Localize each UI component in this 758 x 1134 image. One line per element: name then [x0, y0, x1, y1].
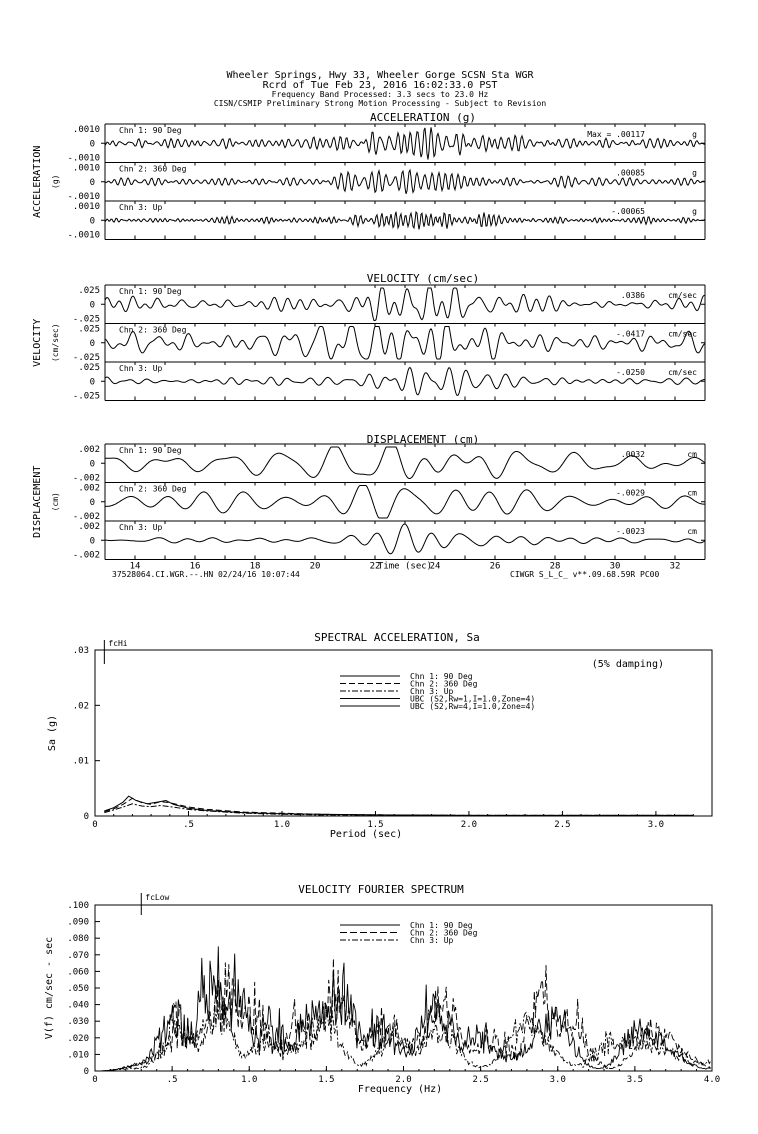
- waveform-trace: [105, 447, 705, 479]
- xtick-label: 28: [549, 561, 561, 572]
- ytick-label: .030: [67, 1017, 89, 1028]
- xtick-label: 32: [669, 561, 681, 572]
- damping-annotation: (5% damping): [591, 659, 664, 670]
- panel-yunit: (cm): [51, 492, 60, 512]
- processing-id-footer: CIWGR S_L_C_ v**.09.68.59R PC00: [510, 570, 660, 579]
- ytick-label: .0010: [72, 163, 100, 174]
- plot-frame: [95, 650, 712, 816]
- waveform-trace: [105, 327, 705, 360]
- channel-label: Chn 1: 90 Deg: [119, 446, 182, 455]
- header-line-1: Wheeler Springs, Hwy 33, Wheeler Gorge SCSN Sta WGR: [226, 70, 534, 81]
- ytick-label: .100: [67, 901, 89, 911]
- xtick-label: 0: [92, 1075, 98, 1085]
- ytick-label: .040: [67, 1000, 89, 1011]
- ytick-label: .0010: [72, 125, 100, 136]
- ytick-label: .025: [78, 324, 100, 335]
- x-axis-label: Frequency (Hz): [357, 1084, 443, 1095]
- waveform-trace: [105, 368, 705, 396]
- ytick-label: -.025: [72, 314, 100, 325]
- ytick-label: 0: [89, 300, 95, 311]
- legend-label: Chn 2: 360 Deg: [410, 679, 478, 689]
- channel-unit: cm/sec: [668, 329, 697, 339]
- waveform-trace: [105, 170, 705, 194]
- xtick-label: 24: [429, 561, 441, 572]
- ytick-label: 0: [89, 536, 95, 547]
- xtick-label: 1.5: [367, 820, 384, 830]
- fourier-series-line: [100, 946, 711, 1071]
- channel-unit: cm: [687, 488, 697, 498]
- y-axis-label: V(f) cm/sec - sec: [44, 936, 55, 1040]
- waveform-trace: [105, 524, 705, 554]
- legend-label: Chn 1: 90 Deg: [410, 672, 473, 681]
- legend-label: Chn 1: 90 Deg: [410, 921, 473, 930]
- ytick-label: -.0010: [67, 230, 100, 241]
- ytick-label: 0: [89, 338, 95, 349]
- ytick-label: 0: [83, 812, 89, 822]
- sa-series-line: [104, 798, 693, 815]
- channel-max-label: -.0023: [616, 527, 645, 536]
- legend-label: Chn 3: Up: [410, 936, 454, 945]
- ytick-label: .025: [78, 286, 100, 297]
- ytick-label: -.0010: [67, 153, 100, 164]
- ytick-label: .050: [67, 984, 89, 994]
- channel-unit: cm: [687, 527, 697, 536]
- xtick-label: 2.5: [554, 820, 571, 830]
- spectral-acceleration-chart: [47, 631, 712, 840]
- velocity-fourier-spectrum-chart: [44, 883, 720, 1095]
- ytick-label: -.002: [72, 511, 100, 522]
- channel-label: Chn 2: 360 Deg: [119, 325, 187, 335]
- ytick-label: -.002: [72, 473, 100, 484]
- channel-max-label: .0386: [620, 291, 645, 300]
- ytick-label: 0: [89, 139, 95, 150]
- displacement-panel: [32, 433, 705, 572]
- panel-ylabel: DISPLACEMENT: [32, 465, 43, 538]
- panel-title: DISPLACEMENT (cm): [366, 433, 480, 446]
- channel-label: Chn 2: 360 Deg: [119, 484, 187, 494]
- ytick-label: -.025: [72, 352, 100, 363]
- xtick-label: .5: [183, 820, 194, 830]
- chart-title: VELOCITY FOURIER SPECTRUM: [298, 883, 464, 896]
- xtick-label: 26: [489, 561, 501, 572]
- x-axis-label: Period (sec): [329, 829, 403, 840]
- xtick-label: 2.0: [395, 1075, 412, 1085]
- figure-header: [214, 70, 547, 108]
- channel-unit: cm: [687, 450, 697, 459]
- channel-max-label: Max = .00117: [587, 130, 645, 139]
- sa-series-line: [104, 804, 693, 816]
- xtick-label: 30: [609, 561, 621, 572]
- channel-max-label: -.0417: [616, 329, 645, 339]
- sa-series-line: [104, 796, 693, 815]
- channel-max-label: -.0029: [616, 488, 645, 498]
- ytick-label: 0: [89, 377, 95, 388]
- channel-label: Chn 3: Up: [119, 364, 163, 373]
- xtick-label: 20: [309, 561, 321, 572]
- legend-label: Chn 2: 360 Deg: [410, 928, 478, 938]
- ytick-label: .03: [72, 646, 89, 656]
- ytick-label: 0: [83, 1067, 89, 1077]
- ytick-label: .025: [78, 363, 100, 374]
- ytick-label: .070: [67, 950, 89, 961]
- panel-ylabel: VELOCITY: [32, 318, 43, 367]
- ytick-label: .002: [78, 445, 100, 456]
- header-line-3: Frequency Band Processed: 3.3 secs to 23.0 Hz: [271, 90, 489, 99]
- panel-yunit: (g): [51, 174, 60, 189]
- ytick-label: .020: [67, 1033, 89, 1044]
- panel-title: ACCELERATION (g): [370, 111, 476, 124]
- xtick-label: 14: [129, 561, 141, 572]
- ytick-label: -.002: [72, 550, 100, 561]
- xtick-label: 3.0: [549, 1075, 566, 1085]
- ytick-label: .010: [67, 1050, 89, 1061]
- header-line-4: CISN/CSMIP Preliminary Strong Motion Processing - Subject to Revision: [213, 99, 547, 108]
- fclow-label: fcLow: [145, 893, 170, 902]
- xtick-label: 22: [369, 561, 381, 572]
- xtick-label: 1.0: [241, 1075, 258, 1085]
- ytick-label: 0: [89, 216, 95, 227]
- ytick-label: 0: [89, 459, 95, 470]
- ytick-label: .002: [78, 522, 100, 533]
- legend-label: Chn 3: Up: [410, 687, 454, 696]
- ytick-label: -.025: [72, 391, 100, 402]
- panel-yunit: (cm/sec): [51, 323, 60, 363]
- channel-label: Chn 2: 360 Deg: [119, 164, 187, 174]
- channel-unit: g: [692, 130, 697, 139]
- ytick-label: 0: [89, 177, 95, 188]
- waveform-trace: [105, 288, 705, 321]
- xtick-label: 2.5: [472, 1075, 489, 1085]
- channel-label: Chn 3: Up: [119, 203, 163, 212]
- xtick-label: .5: [166, 1075, 178, 1085]
- ytick-label: .0010: [72, 202, 100, 213]
- legend-label: UBC (S2,Rw=1,I=1.0,Zone=4): [410, 694, 536, 704]
- channel-max-label: .0032: [620, 450, 645, 459]
- channel-unit: g: [692, 168, 697, 178]
- ytick-label: 0: [89, 497, 95, 508]
- channel-label: Chn 1: 90 Deg: [119, 287, 182, 296]
- channel-label: Chn 3: Up: [119, 523, 163, 532]
- y-axis-label: Sa (g): [47, 714, 58, 752]
- xtick-label: 0: [92, 820, 98, 830]
- xtick-label: 4.0: [703, 1075, 721, 1085]
- ytick-label: .090: [67, 917, 89, 928]
- x-axis-label: Time (sec): [377, 561, 433, 572]
- chart-title: SPECTRAL ACCELERATION, Sa: [314, 631, 480, 644]
- ytick-label: .060: [67, 967, 89, 978]
- xtick-label: 3.5: [626, 1075, 644, 1085]
- fchi-label: fcHi: [108, 639, 128, 648]
- channel-max-label: -.00065: [611, 207, 645, 216]
- legend-label: UBC (S2,Rw=4,I=1.0,Zone=4): [410, 702, 536, 711]
- channel-label: Chn 1: 90 Deg: [119, 126, 182, 135]
- channel-unit: g: [692, 207, 697, 216]
- xtick-label: 16: [189, 561, 201, 572]
- ytick-label: -.0010: [67, 191, 100, 202]
- ytick-label: .01: [72, 756, 89, 767]
- channel-unit: cm/sec: [668, 368, 697, 377]
- acceleration-panel: [32, 111, 705, 240]
- ytick-label: .02: [72, 701, 89, 712]
- header-line-2: Rcrd of Tue Feb 23, 2016 16:02:33.0 PST: [262, 80, 498, 91]
- record-id-footer: 37528064.CI.WGR.--.HN 02/24/16 10:07:44: [112, 570, 300, 579]
- velocity-panel: [32, 272, 705, 401]
- panel-ylabel: ACCELERATION: [32, 145, 43, 218]
- xtick-label: 3.0: [647, 820, 665, 830]
- panel-title: VELOCITY (cm/sec): [366, 272, 480, 285]
- channel-unit: cm/sec: [668, 291, 697, 300]
- channel-max-label: .00085: [616, 168, 645, 178]
- ytick-label: .002: [78, 483, 100, 494]
- ytick-label: .080: [67, 934, 89, 945]
- xtick-label: 1.0: [273, 820, 291, 830]
- xtick-label: 2.0: [460, 820, 478, 830]
- channel-max-label: -.0250: [616, 368, 645, 377]
- waveform-trace: [105, 486, 705, 519]
- xtick-label: 1.5: [318, 1075, 335, 1085]
- xtick-label: 18: [249, 561, 261, 572]
